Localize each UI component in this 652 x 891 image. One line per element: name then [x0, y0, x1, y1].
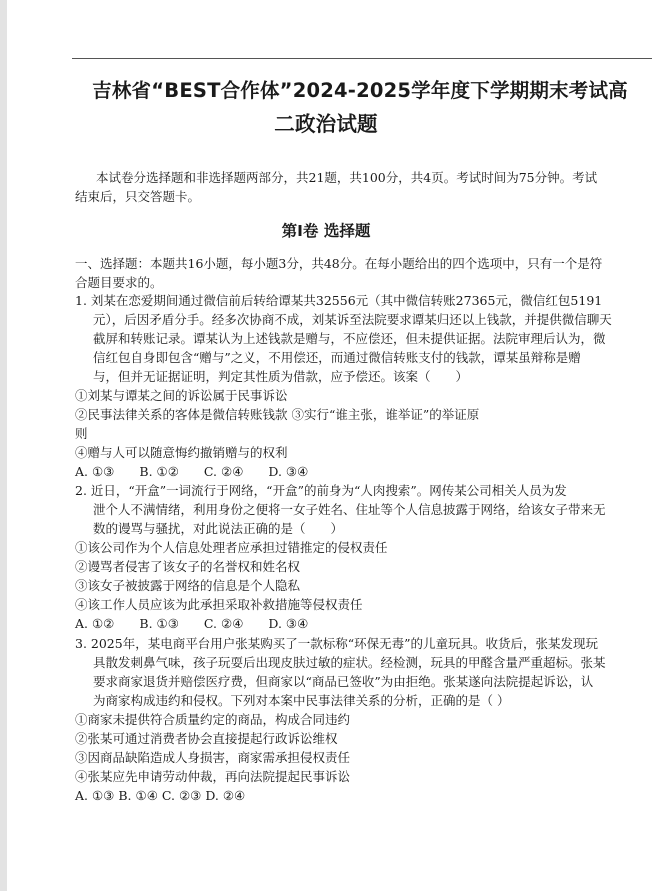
header-rule — [72, 58, 652, 59]
question-1-option-1: ①刘某与谭某之间的诉讼属于民事诉讼 — [75, 388, 288, 403]
question-3-stem-line-2: 具散发刺鼻气味，孩子玩耍后出现皮肤过敏的症状。经检测，玩具的甲醛含量严重超标。张某 — [93, 655, 606, 670]
section-title: 第Ⅰ卷 选择题 — [281, 222, 371, 240]
question-3-option-3: ③因商品缺陷造成人身损害，商家需承担侵权责任 — [75, 750, 351, 765]
question-2-stem-line-3: 数的谩骂与骚扰，对此说法正确的是（ ） — [93, 521, 344, 536]
question-2-option-3: ③该女子被披露于网络的信息是个人隐私 — [75, 578, 301, 593]
exam-title-line-2: 二政治试题 — [274, 112, 378, 136]
question-3-choices: A. ①③ B. ①④ C. ②③ D. ②④ — [75, 788, 246, 803]
question-1-stem-line-5: 与，但并无证据证明，判定其性质为借款，应予偿还。该案（ ） — [93, 369, 469, 384]
instruction-line-1: 一、选择题：本题共16小题，每小题3分，共48分。在每小题给出的四个选项中，只有一个是符 — [75, 256, 603, 271]
question-2-stem-line-2: 泄个人不满情绪，利用身份之便将一女子姓名、住址等个人信息披露于网络，给该女子带来无 — [93, 502, 606, 517]
question-2-option-2: ②谩骂者侵害了该女子的名誉权和姓名权 — [75, 559, 301, 574]
question-3-stem-line-1: 3. 2025年，某电商平台用户张某购买了一款标称“环保无毒”的儿童玩具。收货后，张某发现玩 — [75, 636, 598, 651]
instruction-line-2: 合题目要求的。 — [75, 275, 163, 290]
question-2-choices: A. ①② B. ①③ C. ②④ D. ③④ — [75, 616, 309, 631]
question-1-option-2-wrap: 则 — [75, 426, 88, 441]
question-3-option-4: ④张某应先申请劳动仲裁，再向法院提起民事诉讼 — [75, 769, 351, 784]
question-1-stem-line-3: 截屏和转账记录。谭某认为上述钱款是赠与，不应偿还，但未提供证据。法院审理后认为，微 — [93, 331, 606, 346]
question-2-stem-line-1: 2. 近日，“开盒”一词流行于网络，“开盒”的前身为“人肉搜索”。网传某公司相关人员为发 — [75, 483, 567, 498]
question-1-stem-line-2: 元），后因矛盾分手。经多次协商不成，刘某诉至法院要求谭某归还以上钱款，并提供微信聊天 — [93, 312, 612, 327]
question-3-option-2: ②张某可通过消费者协会直接提起行政诉讼维权 — [75, 731, 338, 746]
exam-title-line-1: 吉林省“BEST合作体”2024-2025学年度下学期期末考试高 — [92, 79, 628, 102]
intro-line-2: 结束后，只交答题卡。 — [75, 189, 201, 204]
question-3-option-1: ①商家未提供符合质量约定的商品，构成合同违约 — [75, 712, 351, 727]
question-1-option-2: ②民事法律关系的客体是微信转账钱款 ③实行“谁主张，谁举证”的举证原 — [75, 407, 480, 422]
question-3-stem-line-4: 为商家构成违约和侵权。下列对本案中民事法律关系的分析，正确的是（ ） — [93, 693, 510, 708]
intro-line-1: 本试卷分选择题和非选择题两部分，共21题，共100分，共4页。考试时间为75分钟。考试 — [96, 170, 598, 185]
question-1-option-4: ④赠与人可以随意悔约撤销赠与的权利 — [75, 445, 288, 460]
question-2-option-1: ①该公司作为个人信息处理者应承担过错推定的侵权责任 — [75, 540, 388, 555]
question-1-choices: A. ①③ B. ①② C. ②④ D. ③④ — [75, 464, 309, 479]
question-3-stem-line-3: 要求商家退货并赔偿医疗费，但商家以“商品已签收”为由拒绝。张某遂向法院提起诉讼，认 — [93, 674, 594, 689]
question-1-stem-line-1: 1. 刘某在恋爱期间通过微信前后转给谭某共32556元（其中微信转账27365元，微信红包5191 — [75, 293, 603, 308]
question-2-option-4: ④该工作人员应该为此承担采取补救措施等侵权责任 — [75, 597, 363, 612]
question-1-stem-line-4: 信红包自身即包含“赠与”之义，不用偿还，而通过微信转账支付的钱款，谭某虽辩称是赠 — [93, 350, 581, 365]
